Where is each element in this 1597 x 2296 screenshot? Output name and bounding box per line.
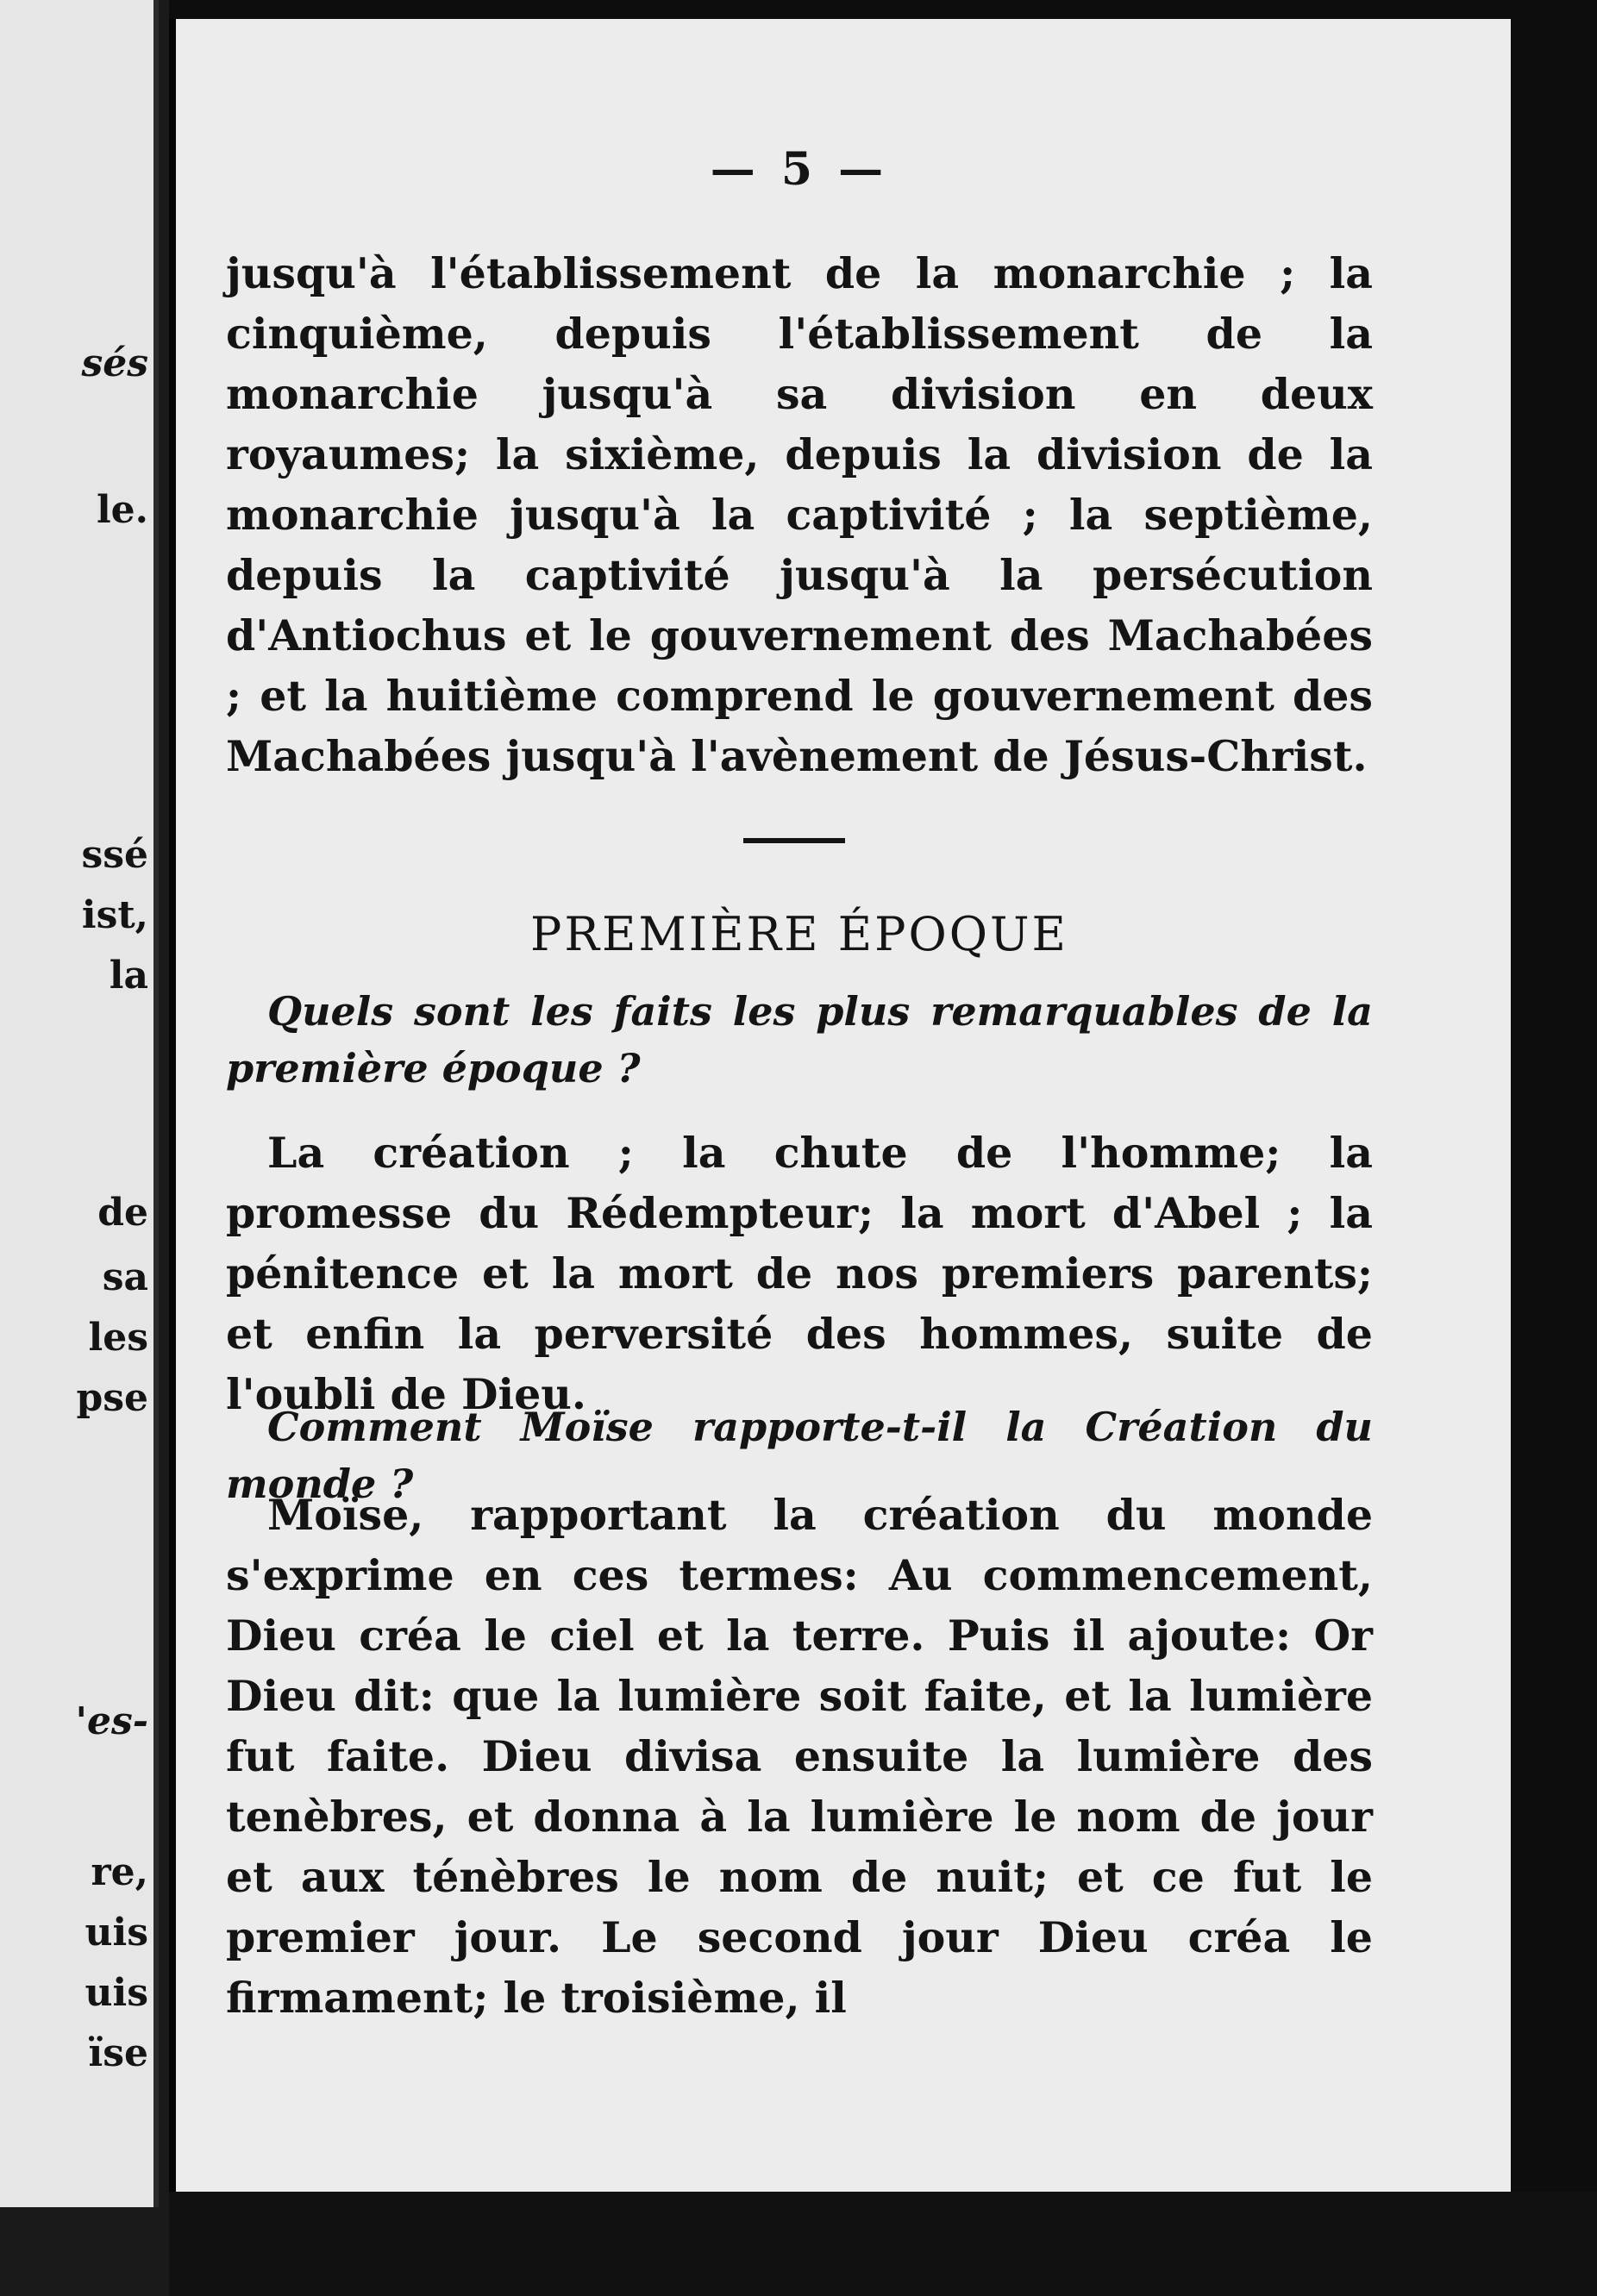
- section-heading: PREMIÈRE ÉPOQUE: [530, 907, 1068, 961]
- left-margin-fragment: la: [109, 954, 148, 998]
- left-margin-fragment: ist,: [81, 893, 148, 937]
- scan-bottom-edge: [169, 2192, 1597, 2296]
- left-margin-fragment: uis: [85, 1971, 148, 2015]
- scan-right-edge: [1511, 0, 1597, 2296]
- left-margin-fragment: sa: [102, 1255, 148, 1299]
- left-margin-fragment: sés: [81, 341, 148, 385]
- answer-1: La création ; la chute de l'homme; la promesse du Rédempteur; la mort d'Abel ; la pénitence et la mort de nos premiers parents; et enfin la perversité des hommes, suite de l'oubli de Dieu.: [226, 1128, 1373, 1419]
- adjacent-page-strip: [0, 0, 159, 2207]
- section-divider: [743, 838, 845, 843]
- page-number: — 5 —: [710, 143, 889, 196]
- left-margin-fragment: les: [88, 1316, 148, 1360]
- question-2: Comment Moïse rapporte-t-il la Création du monde ?: [226, 1404, 1373, 1507]
- left-margin-fragment: pse: [76, 1376, 148, 1420]
- left-margin-fragment: ïse: [88, 2031, 148, 2075]
- scan-top-edge: [169, 0, 1511, 19]
- intro-paragraph: jusqu'à l'établissement de la monarchie ; la cinquième, depuis l'établissement de la monarchie jusqu'à sa division en deux royaumes; la sixième, depuis la division de la monarchie jusqu'à la captivité ; la septième, depuis la captivité jusqu'à la persécution d'Antiochus et le gouvernement des Machabées ; et la huitième comprend le gouvernement des Machabées jusqu'à l'avènement de Jésus-Christ.: [226, 248, 1373, 781]
- left-margin-fragment: de: [97, 1191, 148, 1235]
- left-margin-fragment: le.: [96, 488, 148, 532]
- answer-2: Moïse, rapportant la création du monde s'exprime en ces termes: Au commencement, Dieu créa le ciel et la terre. Puis il ajoute: Or Dieu dit: que la lumière soit faite, et la lumière fut faite. Dieu divisa ensuite la lumière des tenèbres, et donna à la lumière le nom de jour et aux ténèbres le nom de nuit; et ce fut le premier jour. Le second jour Dieu créa le firmament; le troisième, il: [226, 1490, 1373, 2023]
- left-margin-fragment: 'es-: [75, 1699, 148, 1743]
- question-1: Quels sont les faits les plus remarquables de la première époque ?: [226, 988, 1373, 1092]
- left-margin-fragment: ssé: [81, 833, 148, 877]
- left-margin-fragment: re,: [91, 1850, 148, 1894]
- book-page: [169, 19, 1511, 2192]
- left-margin-fragment: uis: [85, 1911, 148, 1955]
